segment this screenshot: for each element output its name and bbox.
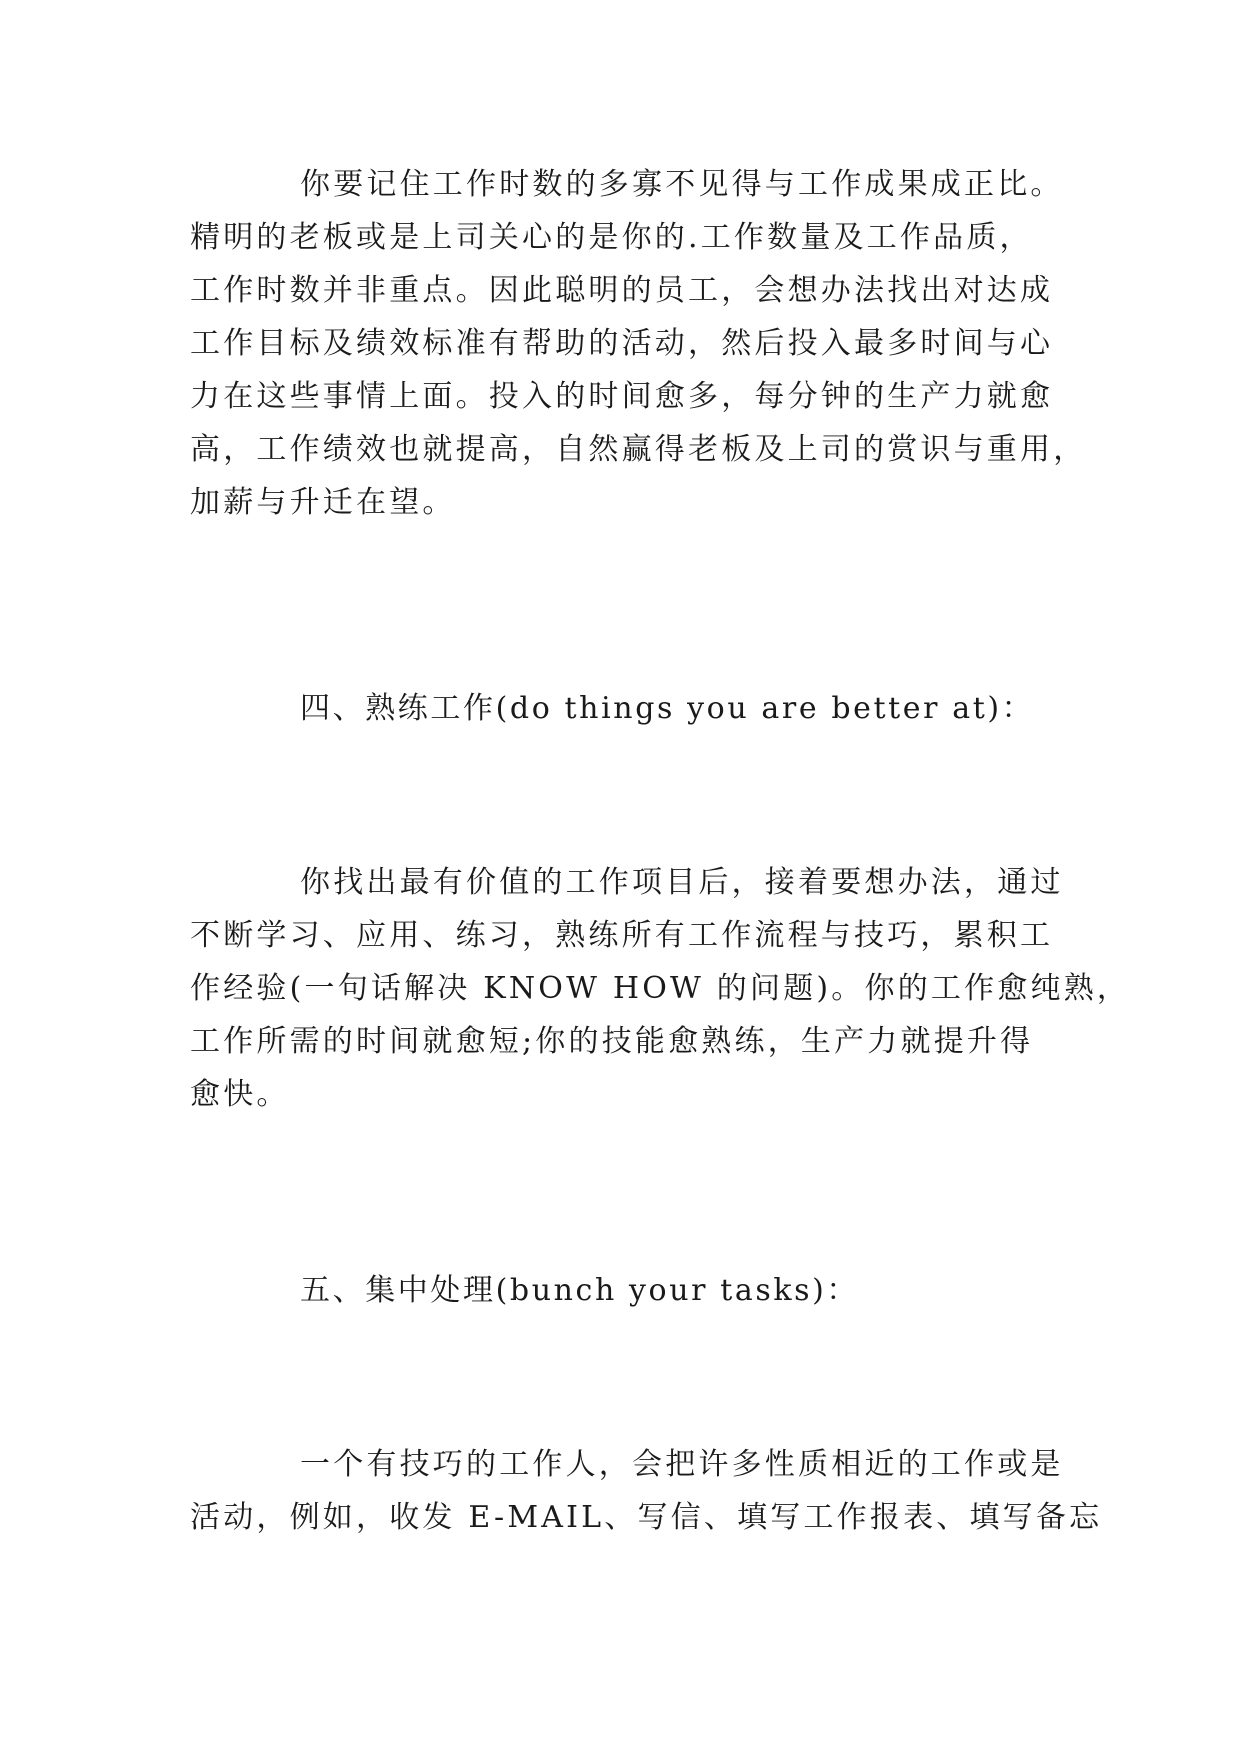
paragraph-1-line-5: 力在这些事情上面。投入的时间愈多，每分钟的生产力就愈 bbox=[190, 379, 1054, 414]
paragraph-2-line-5: 愈快。 bbox=[190, 1077, 290, 1112]
paragraph-1-line-4: 工作目标及绩效标准有帮助的活动，然后投入最多时间与心 bbox=[190, 326, 1054, 361]
paragraph-3-line-2: 活动，例如，收发 E-MAIL、写信、填写工作报表、填写备忘 bbox=[190, 1500, 1103, 1535]
paragraph-1-line-7: 加薪与升迁在望。 bbox=[190, 485, 456, 520]
paragraph-2-line-4: 工作所需的时间就愈短;你的技能愈熟练，生产力就提升得 bbox=[190, 1024, 1034, 1059]
paragraph-1-line-1: 你要记住工作时数的多寡不见得与工作成果成正比。 bbox=[300, 167, 1064, 202]
section-heading-4: 四、熟练工作(do things you are better at)： bbox=[300, 691, 1035, 726]
paragraph-1-line-6: 高，工作绩效也就提高，自然赢得老板及上司的赏识与重用， bbox=[190, 432, 1087, 467]
paragraph-2-line-1: 你找出最有价值的工作项目后，接着要想办法，通过 bbox=[300, 865, 1064, 900]
paragraph-2-line-3: 作经验(一句话解决 KNOW HOW 的问题)。你的工作愈纯熟， bbox=[190, 971, 1131, 1006]
section-heading-5: 五、集中处理(bunch your tasks)： bbox=[300, 1273, 860, 1308]
paragraph-1-line-2: 精明的老板或是上司关心的是你的.工作数量及工作品质， bbox=[190, 220, 1033, 255]
paragraph-2-line-2: 不断学习、应用、练习，熟练所有工作流程与技巧，累积工 bbox=[190, 918, 1054, 953]
paragraph-1-line-3: 工作时数并非重点。因此聪明的员工，会想办法找出对达成 bbox=[190, 273, 1054, 308]
paragraph-3-line-1: 一个有技巧的工作人，会把许多性质相近的工作或是 bbox=[300, 1447, 1064, 1482]
